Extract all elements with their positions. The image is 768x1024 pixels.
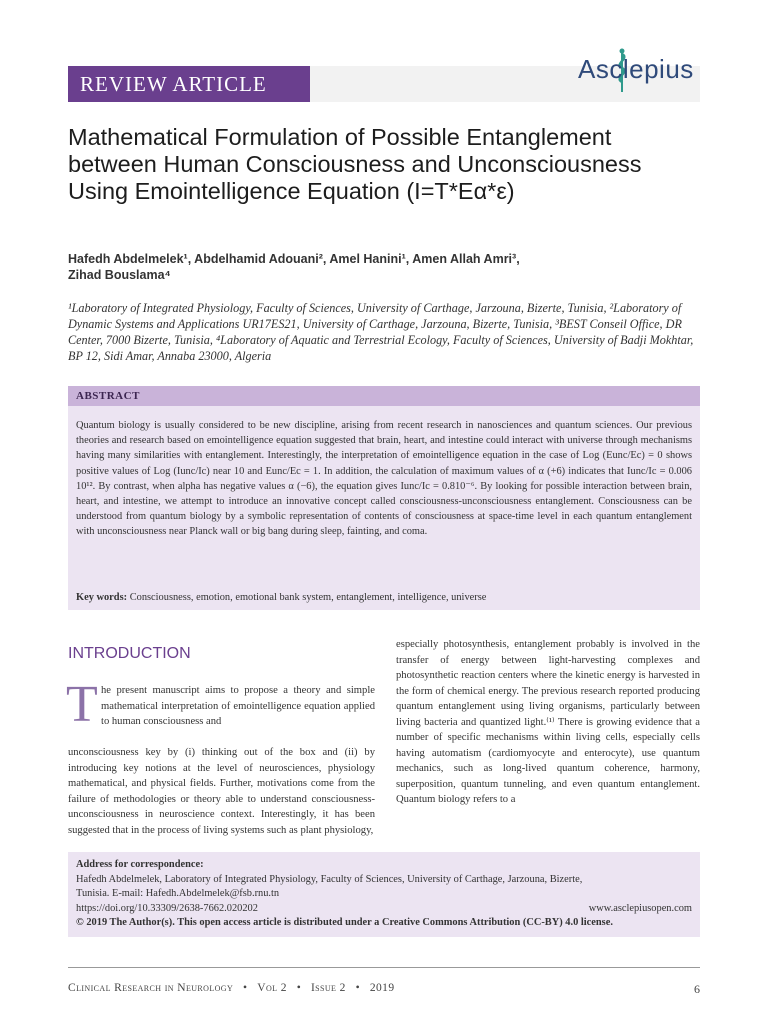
author-line-2: Zihad Bouslama⁴ <box>68 268 171 282</box>
journal-name: Clinical Research in Neurology <box>68 982 234 994</box>
author-list <box>68 251 698 283</box>
license-text: © 2019 The Author(s). This open access article is distributed under a Creative Commons Attribution (CC-BY) 4.0 license. <box>76 917 613 928</box>
footer-sep-1: • <box>242 982 248 994</box>
year: 2019 <box>369 982 395 994</box>
drop-cap: T <box>66 676 98 733</box>
keywords-list: Consciousness, emotion, emotional bank system, entanglement, intelligence, universe <box>127 592 487 603</box>
abstract-heading: ABSTRACT <box>68 386 700 406</box>
footer-sep-3: • <box>355 982 361 994</box>
footer-divider <box>68 967 700 968</box>
correspondence-heading: Address for correspondence: <box>76 859 204 870</box>
correspondence-line-2: Tunisia. E-mail: Hafedh.Abdelmelek@fsb.rnu.tn <box>76 888 280 899</box>
affiliations: ¹Laboratory of Integrated Physiology, Faculty of Sciences, University of Carthage, Jarzouna, Bizerte, Tunisia, ²Laboratory of Dynamic Systems and Applications UR17ES21, University of Carthage, Jarzouna, Bizerte, Tunisia, ³BEST Conseil Office, DR Center, 7000 Bizerte, Tunisia, ⁴Laboratory of Aquatic and Terrestrial Ecology, Faculty of Sciences, University of Badji Mokhtar, BP 12, Sidi Amar, Annaba 23000, Algeria <box>68 301 694 363</box>
review-article-label: REVIEW ARTICLE <box>68 66 310 102</box>
doi-link[interactable]: https://doi.org/10.33309/2638-7662.020202 <box>76 902 258 914</box>
doi-row <box>76 902 692 917</box>
issue: Issue 2 <box>310 982 346 994</box>
abstract-text: Quantum biology is usually considered to be new discipline, arising from recent research in nanosciences and quantum sciences. Our previous theories and research based on emointelligence equation suggested that brain, heart, and intestine could interact with universe through mechanisms having many similarities with entanglement. Interestingly, the interpretation of emointelligence equation in the case of Log (Eunc/Ec) = 0 shows positive values of Log (Iunc/Ic) near 10 and Eunc/Ec = 1. In addition, the calculation of maximum values of α (+6) indicates that Iunc/Ic = 0.006 10¹². By contrast, when alpha has negative values α (−6), the equation gives Iunc/Ic = 0.810⁻⁶. By looking for possible interaction between brain, heart, and intestine, we attempt to introduce an innovative concept called consciousness-unconsciousness entanglement. Consciousness can be understood from quantum biology by a symbolic representation of contents of consciousness at space-time level in each quantum entanglement with unconsciousness near Planck wall or big bang during sleep, fainting, and coma. <box>76 420 692 538</box>
keywords <box>76 591 692 605</box>
asclepius-logo <box>578 48 698 92</box>
introduction-heading: INTRODUCTION <box>68 645 191 662</box>
article-title: Mathematical Formulation of Possible Entanglement between Human Consciousness and Unconsciousness Using Emointelligence Equation (I=T*Eα*ε) <box>68 124 642 204</box>
footer-sep-2: • <box>296 982 302 994</box>
intro-col1-part1: he present manuscript aims to propose a theory and simple mathematical interpretation of emointelligence equation applied to human consciousness and <box>101 685 375 727</box>
volume: Vol 2 <box>257 982 287 994</box>
keywords-label: Key words: <box>76 592 128 603</box>
intro-col2: especially photosynthesis, entanglement probably is involved in the transfer of energy between light-harvesting complexes and photosynthetic reaction centers where the kinetic energy is harvested in the form of chemical energy. The previous research reported producing quantum entanglement using living organisms, particularly between living bacteria and quantized light.⁽¹⁾ There is growing evidence that a number of specific mechanisms within living cells, especially cells having automatism (cardiomyocyte and enterocyte), use quantum mechanics, such as long-lived quantum coherence, harmony, superposition, quantum tunneling, and even quantum entanglement. Quantum biology refers to a <box>396 639 700 805</box>
correspondence-line-1: Hafedh Abdelmelek, Laboratory of Integrated Physiology, Faculty of Sciences, University of Carthage, Jarzouna, Bizerte, <box>76 873 583 885</box>
author-line-1: Hafedh Abdelmelek¹, Abdelhamid Adouani², Amel Hanini¹, Amen Allah Amri³, <box>68 252 520 266</box>
website-link[interactable]: www.asclepiusopen.com <box>588 902 692 914</box>
logo-text: Asclepius <box>578 54 694 84</box>
page-number: 6 <box>694 982 700 996</box>
footer-journal <box>68 982 700 994</box>
correspondence-text <box>76 858 692 931</box>
intro-col1-part2: unconsciousness key by (i) thinking out of the box and (ii) by introducing key notions at the level of neurosciences, physiology mathematical, and physical fields. Further, motivations come from the failure of methodologies or theory able to understand consciousness-unconsciousness in neuroscience context. Interestingly, it has been suggested that in the process of living systems such as plant physiology, <box>68 747 375 836</box>
